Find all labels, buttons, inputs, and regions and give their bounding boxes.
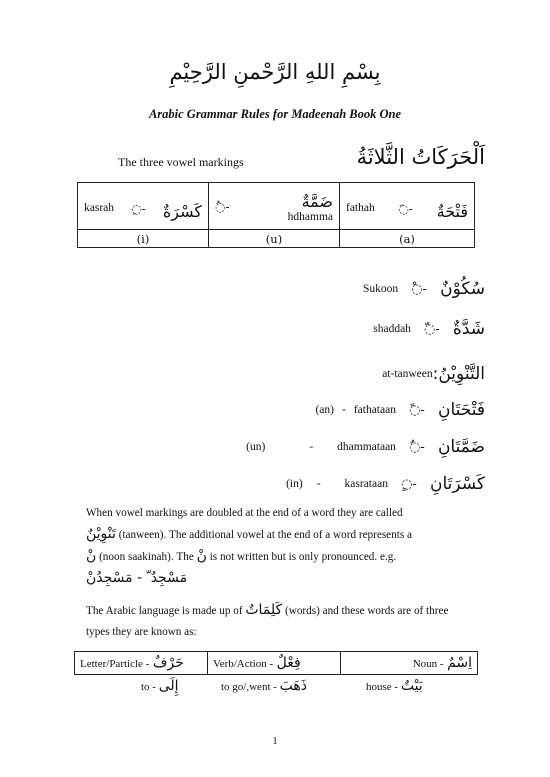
example-arabic: إِلَى [158, 678, 179, 694]
vowel-cell-fathah [340, 183, 475, 230]
example-meaning: to go/,went - [221, 681, 277, 693]
vowel-table-row-sounds [78, 230, 475, 248]
word-types-row [75, 652, 478, 675]
tanween-name: kasrataan [344, 478, 388, 490]
word-types-intro-paragraph [86, 600, 470, 643]
tanween-heading [382, 364, 485, 384]
vowel-name: fathah [346, 201, 375, 214]
vowel-markings-table [77, 182, 475, 248]
tanween-row-kasrataan [286, 474, 485, 494]
sign-arabic: سُكُوْنٌ [440, 279, 485, 299]
tanween-arabic: فَتْحَتَانِ [437, 400, 485, 420]
word-type-noun [340, 652, 477, 675]
vowel-mark: ِ◌- [131, 201, 146, 216]
word-type-arabic: اِسْمٌ [447, 655, 472, 671]
tanween-mark: ٌ◌- [409, 439, 425, 455]
vowel-mark: ُ◌- [215, 199, 230, 214]
word-type-letter [75, 652, 208, 675]
tanween-arabic: كَسْرَتَانِ [429, 474, 485, 494]
page-number: 1 [272, 736, 278, 747]
word-types-table [74, 651, 478, 675]
vowel-cell-kasrah [78, 183, 209, 230]
tanween-dash: - [316, 478, 321, 490]
tanween-sound: (un) [246, 441, 266, 453]
tanween-dash: - [341, 404, 346, 416]
example-meaning: to - [141, 681, 156, 693]
vowel-mark: َ◌- [398, 201, 413, 216]
vowel-arabic: فَتْحَةٌ [436, 201, 468, 221]
paragraph-text: (tanween). The additional vowel at the end of a word represents a [118, 529, 412, 541]
vowel-table-row-names [78, 183, 475, 230]
sign-label: shaddah [373, 323, 411, 335]
vowel-section-label: The three vowel markings [118, 155, 244, 169]
paragraph-text: When vowel markings are doubled at the end of a word they are called [86, 507, 403, 519]
word-type-label: Noun - [412, 658, 444, 670]
example-verb [221, 678, 307, 694]
vowel-sound-u: (u) [209, 230, 340, 248]
basmala-heading: بِسْمِ اللهِ الرَّحْمنِ الرَّحِيْمِ [169, 60, 381, 84]
tanween-arabic-heading: التَّنْوِيْنُ: [432, 364, 485, 384]
example-arabic: بَيْتٌ [400, 678, 423, 694]
tanween-label: at-tanween [382, 368, 433, 380]
tanween-row-dhammataan [246, 437, 485, 457]
tanween-dash: - [309, 441, 314, 453]
tanween-mark: ٍ◌- [401, 476, 417, 492]
vowel-section-arabic-heading: اَلْحَرَكَاتُ الثَّلاثَةُ [356, 145, 485, 169]
example-meaning: house - [366, 681, 399, 693]
tanween-mark: ً◌- [409, 402, 425, 418]
inline-arabic-example: مَسْجِدٌ ّ - مَسْجِدُنْ [86, 570, 188, 586]
word-type-label: Verb/Action - [212, 658, 274, 670]
shaddah-line [373, 319, 485, 339]
example-noun [366, 678, 423, 694]
sign-mark: ّ◌- [424, 321, 440, 337]
paragraph-text: (words) and these words are of three types they are known as: [86, 605, 449, 638]
vowel-name: kasrah [84, 201, 115, 214]
sign-mark: ْ◌- [411, 281, 427, 297]
word-type-label: Letter/Particle - [80, 658, 150, 670]
tanween-row-fathataan [315, 400, 485, 420]
sign-label: Sukoon [362, 283, 399, 295]
paragraph-text: The Arabic language is made up of [86, 605, 243, 617]
tanween-sound: (in) [286, 478, 303, 490]
word-type-arabic: حَرْفٌ [152, 655, 184, 671]
paragraph-text: (noon saakinah). The [99, 551, 194, 563]
example-letter [141, 678, 179, 694]
inline-arabic-tanween: تَنْوِيْنٌ [86, 526, 116, 542]
tanween-arabic: ضَمَّتَانِ [437, 437, 485, 457]
inline-arabic-noon: نْ [86, 548, 97, 564]
vowel-arabic: كَسْرَةٌ [162, 201, 202, 221]
document-title: Arabic Grammar Rules for Madeenah Book One [148, 107, 402, 121]
tanween-name: fathataan [353, 404, 396, 416]
sign-arabic: شَدَّةٌ [452, 319, 485, 339]
word-type-arabic: فِعْلٌ [276, 655, 301, 671]
tanween-explanation-paragraph [86, 503, 470, 590]
tanween-name: dhammataan [337, 441, 396, 453]
inline-arabic-noon: نْ [196, 548, 207, 564]
vowel-sound-i: (i) [78, 230, 209, 248]
tanween-sound: (an) [315, 404, 334, 416]
vowel-name: hdhamma [287, 210, 333, 223]
example-arabic: ذَهَبَ [279, 678, 308, 694]
sukoon-line [363, 279, 485, 299]
vowel-sound-a: (a) [340, 230, 475, 248]
paragraph-text: is not written but is only pronounced. e.g. [209, 551, 397, 563]
inline-arabic-kalimaat: كَلِمَاتٌ [245, 602, 283, 618]
word-type-verb [207, 652, 340, 675]
vowel-arabic: ضَمَّةٌ [301, 191, 333, 211]
vowel-cell-dhamma [209, 183, 340, 230]
